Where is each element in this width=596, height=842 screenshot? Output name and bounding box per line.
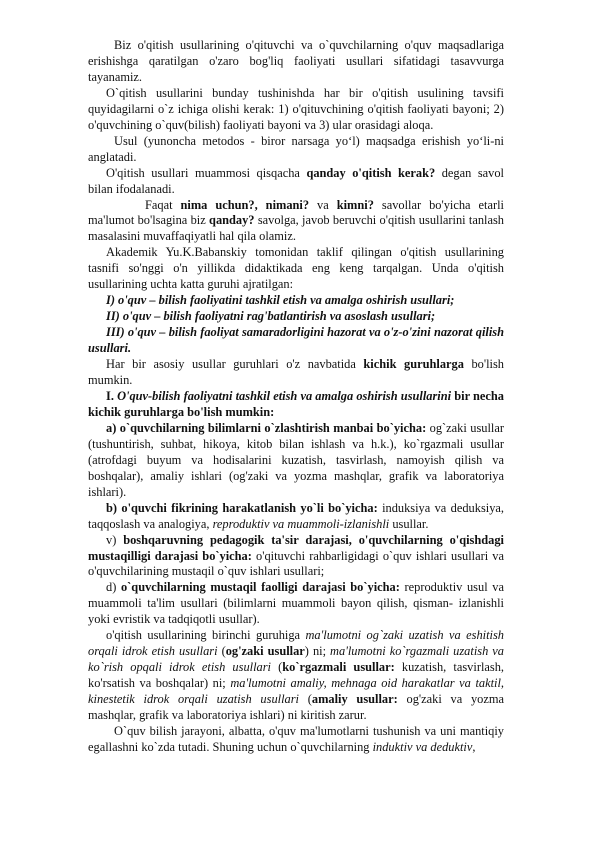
text: bo'lish mumkin. bbox=[88, 357, 504, 388]
text: o'qituvchi rahbarligidagi o`quv ishlari usullari va o'quvchilarining mustaqil o`quv ishlari usullari; bbox=[88, 548, 505, 579]
paragraph-intro bbox=[88, 38, 504, 86]
text: O`qitish usullarini bunday tushinishda har bir o'qitish usulining tavsifi quyidagilarni o`z ichiga olishi kerak: 1) o'qituvchining o'qitish faoliyati bayoni; 2) o'quvchining o`quv(bilish) faoliyati bayoni va 3) ular orasidagi aloqa. bbox=[88, 85, 504, 132]
italic-text: ma'lumotni og`zaki uzatish va eshitish orqali idrok etish usullari bbox=[88, 628, 504, 659]
group-item-2 bbox=[88, 309, 504, 325]
text: reproduktiv usul va muammoli ta'lim usullari (bilimlarni muammoli bayon qilish, qisman- izlanishli yoki evristik va tadqiqotli usullar). bbox=[88, 580, 504, 627]
group-item-1 bbox=[88, 293, 504, 309]
text: v) bbox=[106, 532, 124, 547]
bold-text: o`quvchilarning mustaqil faolligi darajasi bo`yicha: bbox=[120, 580, 400, 595]
text: Biz o'qitish usullarining o'qituvchi va o`quvchilarning o'quv maqsadlariga erishishga qaratilgan o'zaro bog'liq faoliyati usullari sifatidagi tasavvurga tayanamiz. bbox=[88, 38, 504, 84]
bold-text: boshqaruvning pedagogik ta'sir darajasi, o'quvchilarning o'qishdagi mustaqilligi darajasi bo`yicha: bbox=[88, 532, 504, 563]
text: degan savol bilan ifodalanadi. bbox=[88, 165, 504, 196]
paragraph-first-group bbox=[88, 628, 504, 724]
text: induksiya va deduksiya, taqqoslash va analogiya, bbox=[88, 500, 505, 531]
bold-text: a) o`quvchilarning bilimlarni o`zlashtirish manbai bo`yicha: bbox=[106, 420, 427, 435]
bold-text: qanday o'qitish kerak? bbox=[306, 165, 436, 180]
text: o'qitish usullarining birinchi guruhiga bbox=[106, 628, 306, 643]
text: savolga, javob beruvchi o'qitish usullarini tanlash masalasini muvaffaqiyatli hal qila olamiz. bbox=[88, 213, 505, 244]
document-page bbox=[88, 38, 504, 756]
text: og'zaki va yozma mashqlar, grafik va laboratoriya ishlari) ni kiritish zarur. bbox=[88, 692, 504, 723]
bold-text: amaliy usullar: bbox=[311, 692, 398, 707]
text: kuzatish, tasvirlash, ko'rsatish va boshqalar) ni; bbox=[88, 660, 505, 691]
paragraph-definition bbox=[88, 134, 504, 166]
text: I) o'quv – bilish faoliyatini tashkil etish va amalga oshirish usullari; bbox=[106, 293, 455, 308]
paragraph-subgroups bbox=[88, 357, 504, 389]
bold-text: b) o'quvchi fikrining harakatlanish yo`li bo`yicha: bbox=[106, 500, 378, 515]
paragraph-item-b bbox=[88, 501, 504, 533]
text: Usul (yunoncha metodos - biror narsaga yo‘l) maqsadga erishish yo‘li-ni anglatadi. bbox=[88, 133, 504, 164]
paragraph-classification bbox=[88, 245, 504, 293]
paragraph-item-d bbox=[88, 580, 504, 628]
italic-text: reproduktiv va muammoli-izlanishli bbox=[212, 516, 390, 531]
group-item-3 bbox=[88, 325, 504, 357]
text: savollar bo'yicha etarli ma'lumot bo'lsagina biz bbox=[88, 197, 504, 228]
bold-text: kichik guruhlarga bbox=[363, 357, 464, 372]
bold-text: ko`rgazmali usullar: bbox=[282, 660, 395, 675]
text: ) ni; bbox=[304, 644, 331, 659]
text: ( bbox=[271, 660, 283, 675]
text: Faqat bbox=[145, 197, 181, 212]
bold-text: og'zaki usullar bbox=[225, 644, 305, 659]
italic-text: O'quv-bilish faoliyatni tashkil etish va amalga oshirish usullarini bbox=[117, 388, 452, 403]
text: Akademik Yu.K.Babanskiy tomonidan taklif qilingan o'qitish usullarining tasnifi so'nggi o'n yillikda didaktikada eng keng tarqalgan. Unda o'qitish usullarining uchta katta guruhi ajratilgan: bbox=[88, 245, 504, 292]
text: , bbox=[472, 739, 476, 754]
text: O'qitish usullari muammosi qisqacha bbox=[106, 165, 307, 180]
text: usullar. bbox=[389, 516, 429, 531]
paragraph-item-a bbox=[88, 421, 504, 501]
text: O`quv bilish jarayoni, albatta, o'quv ma'lumotlarni tushunish va uni mantiqiy egallashni ko`zda tutadi. Shuning uchun o`quvchilarning bbox=[88, 723, 504, 754]
text: ( bbox=[299, 692, 312, 707]
text: Har bir asosiy usullar guruhlari o'z navbatida bbox=[106, 357, 364, 372]
paragraph-question bbox=[88, 166, 504, 198]
bold-text: nima uchun?, nimani? bbox=[180, 197, 310, 212]
bold-text: qanday? bbox=[209, 213, 255, 228]
text: og`zaki usullar (tushuntirish, suhbat, hikoya, kitob bilan ishlash va h.k.), ko`rgazmali usullar (atrofdagi buyum va hodisalarini kuzatish, tasvirlash, namoyish qilish va boshqalar), amaliy ishlari (og'zaki va yozma mashqlar, grafik va laboratoriya ishlari). bbox=[88, 420, 504, 499]
paragraph-questions bbox=[88, 198, 504, 246]
paragraph-description bbox=[88, 86, 504, 134]
italic-text: ma'lumotni amaliy, mehnaga oid harakatlar va taktil, kinestetik idrok orqali uzatish usullari bbox=[88, 676, 505, 707]
text: va bbox=[309, 197, 337, 212]
text: bir necha kichik guruhlarga bo'lish mumkin: bbox=[88, 388, 504, 419]
text: II) o'quv – bilish faoliyatni rag'batlantirish va asoslash usullari; bbox=[106, 309, 436, 324]
bold-text: kimni? bbox=[336, 197, 374, 212]
paragraph-closing bbox=[88, 724, 504, 756]
text: I. bbox=[106, 388, 118, 403]
paragraph-section-i bbox=[88, 389, 504, 421]
text: ( bbox=[217, 644, 226, 659]
text: III) o'quv – bilish faoliyat samaradorligini hazorat va o'z-o'zini nazorat qilish usullari. bbox=[88, 325, 504, 356]
italic-text: ma'lumotni ko`rgazmali uzatish va ko`rish opqali idrok etish usullari bbox=[88, 644, 504, 675]
paragraph-item-v bbox=[88, 533, 504, 581]
italic-text: induktiv va deduktiv bbox=[372, 739, 473, 754]
text: d) bbox=[106, 580, 121, 595]
